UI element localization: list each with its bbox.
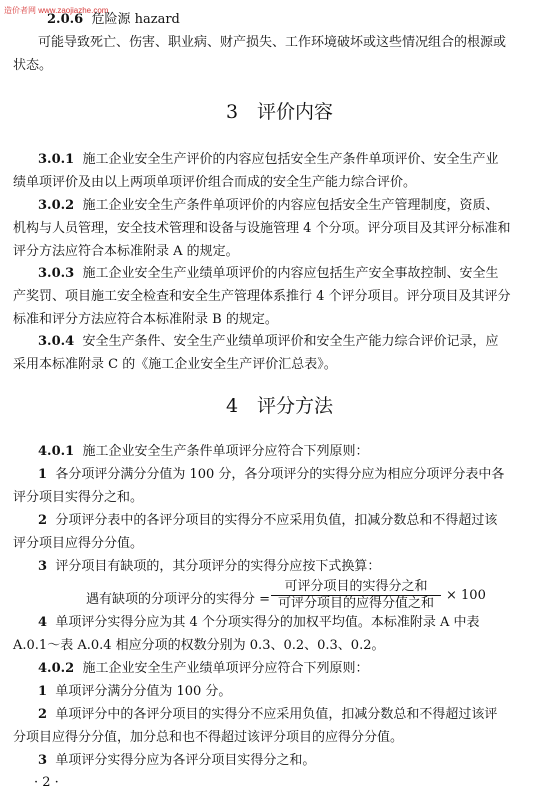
clause-3-0-1: [38, 148, 559, 171]
watermark-text: 造价者网 www.zaojiazhe.com: [4, 6, 109, 15]
clause-3-0-2: [38, 194, 559, 217]
clause-number: 3.0.1: [38, 152, 75, 167]
formula-fraction: [271, 580, 441, 611]
item-number: 2: [38, 513, 48, 528]
clause-text-line: 机构与人员管理，安全技术管理和设备与设施管理 4 个分项。评分项目及其评分标准和: [13, 221, 511, 236]
item-number: 3: [38, 559, 48, 574]
clause-number: 3.0.2: [38, 198, 75, 213]
page-number: · 2 ·: [34, 775, 59, 790]
clause-3-0-4: [38, 330, 559, 353]
clause-text: 施工企业安全生产条件单项评价的内容应包括安全生产管理制度，资质、: [82, 198, 499, 213]
item-number: 1: [38, 467, 48, 482]
item-text: 评分项目有缺项的，其分项评分的实得分应按下式换算：: [55, 559, 381, 574]
clause-text: 施工企业安全生产评价的内容应包括安全生产条件单项评价、安全生产业: [82, 152, 499, 167]
item-text: 单项评分中的各评分项目的实得分不应采用负值，扣减分数总和不得超过该评: [55, 707, 498, 722]
item-text-line: 分项目应得分分值，加分总和也不得超过该评分项目的应得分分值。: [13, 730, 404, 745]
list-item: [38, 749, 559, 772]
item-text-line: A.0.1～表 A.0.4 相应分项的权数分别为 0.3、0.2、0.3、0.2。: [13, 638, 385, 653]
term-definition-line: 状态。: [13, 58, 53, 73]
item-text: 单项评分实得分应为其 4 个分项实得分的加权平均值。本标准附录 A 中表: [55, 615, 480, 630]
list-item: [38, 680, 559, 703]
item-text-line: 评分项目应得分分值。: [13, 536, 144, 551]
clause-number: 3.0.4: [38, 334, 75, 349]
list-item: [38, 703, 559, 726]
clause-text: 安全生产条件、安全生产业绩单项评价和安全生产能力综合评价记录，应: [82, 334, 499, 349]
clause-text: 施工企业安全生产业绩单项评分应符合下列原则：: [82, 661, 369, 676]
clause-4-0-2: [38, 657, 559, 680]
section-3-heading: 3 评价内容: [225, 101, 334, 123]
clause-text-line: 绩单项评价及由以上两项单项评价组合而成的安全生产能力综合评价。: [13, 175, 417, 190]
term-definition-line: 可能导致死亡、伤害、职业病、财产损失、工作环境破坏或这些情况组合的根源或: [38, 35, 507, 50]
item-text-line: 评分项目实得分之和。: [13, 490, 144, 505]
item-number: 4: [38, 615, 48, 630]
formula-rhs: × 100: [446, 588, 486, 603]
term-number: 2.0.6: [47, 12, 84, 27]
clause-number: 4.0.2: [38, 661, 75, 676]
formula-lhs: 遇有缺项的分项评分的实得分 =: [86, 592, 271, 607]
item-number: 1: [38, 684, 48, 699]
formula-numerator: 可评分项目的实得分之和: [271, 580, 441, 596]
item-text: 单项评分满分分值为 100 分。: [55, 684, 232, 699]
list-item: [38, 509, 559, 532]
item-number: 2: [38, 707, 48, 722]
item-text: 各分项评分满分分值为 100 分，各分项评分的实得分应为相应分项评分表中各: [55, 467, 505, 482]
clause-text-line: 采用本标准附录 C 的《施工企业安全生产评价汇总表》。: [13, 357, 337, 372]
item-text: 单项评分实得分应为各评分项目实得分之和。: [55, 753, 316, 768]
clause-text-line: 产奖罚、项目施工安全检查和安全生产管理体系推行 4 个评分项目。评分项目及其评分: [13, 289, 511, 304]
list-item: [38, 611, 559, 634]
clause-text-line: 标准和评分方法应符合本标准附录 B 的规定。: [13, 312, 278, 327]
clause-text-line: 评分方法应符合本标准附录 A 的规定。: [13, 244, 239, 259]
item-number: 3: [38, 753, 48, 768]
item-text: 分项评分表中的各评分项目的实得分不应采用负值，扣减分数总和不得超过该: [55, 513, 498, 528]
clause-number: 4.0.1: [38, 444, 75, 459]
clause-4-0-1: [38, 440, 559, 463]
clause-3-0-3: [38, 262, 559, 285]
clause-number: 3.0.3: [38, 266, 75, 281]
formula-denominator: 可评分项目的应得分值之和: [277, 596, 434, 611]
list-item: [38, 555, 559, 578]
list-item: [38, 463, 559, 486]
clause-text: 施工企业安全生产条件单项评分应符合下列原则：: [82, 444, 369, 459]
section-4-heading: 4 评分方法: [225, 395, 334, 417]
term-2-0-6-heading: [47, 8, 559, 31]
clause-text: 施工企业安全生产业绩单项评价的内容应包括生产安全事故控制、安全生: [82, 266, 499, 281]
term-title: 危险源 hazard: [91, 12, 180, 27]
